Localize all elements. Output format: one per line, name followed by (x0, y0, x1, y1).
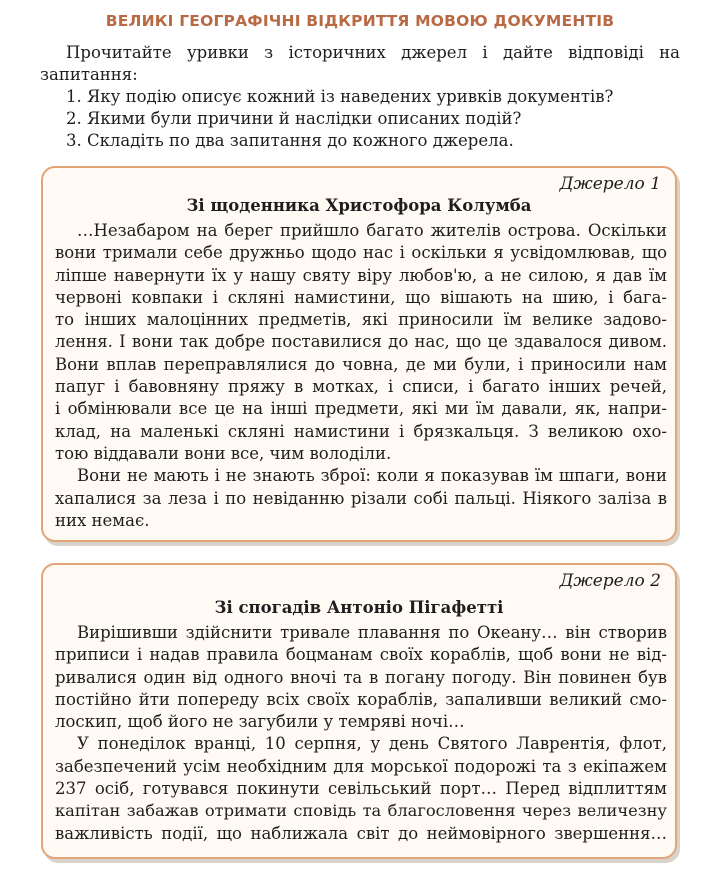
text-line: забезпечений усім необхідним для морської подорожі та з екіпажем (55, 756, 667, 776)
text-line: тою віддавали вони все, чим володіли. (55, 443, 392, 463)
source-box-columbus (41, 166, 677, 542)
text-line: вони тримали себе дружньо щодо нас і оскільки я усвідомлював, що (55, 243, 667, 263)
text-line: ривалися один від одного вночі та в погану погоду. Він повинен був (55, 667, 667, 687)
text-line: і обмінювали все це на інші предмети, які ми їм давали, як, напри- (55, 399, 667, 419)
question-item: 1. Яку подію описує кожний із наведених уривків документів? (66, 87, 614, 106)
text-line: червоні ковпаки і скляні намистини, що вішають на шию, і бага- (55, 287, 667, 307)
text-line: Вирішивши здійснити тривале плавання по Океану… він створив (77, 623, 667, 642)
text-line: хапалися за леза і по невіданню різали собі пальці. Ніякого заліза в (55, 488, 667, 508)
text-line: них немає. (55, 510, 150, 530)
source-title: Зі спогадів Антоніо Пігафетті (214, 598, 504, 617)
question-item: 3. Складіть по два запитання до кожного джерела. (66, 131, 514, 150)
intro-instruction-end: запитання: (40, 65, 138, 84)
text-line: Вони не мають і не знають зброї: коли я показував їм шпаги, вони (77, 466, 667, 486)
text-line: Вони вплав переправлялися до човна, де ми були, і приносили нам (55, 354, 667, 374)
text-line: лення. І вони так добре поставилися до нас, що це здавалося дивом. (55, 332, 667, 352)
text-line: приписи і надав правила боцманам своїх кораблів, щоб вони не від- (55, 645, 667, 665)
source-box-pigafetta (41, 563, 677, 859)
text-line: то інших малоцінних предметів, які приносили їм велике задово- (55, 310, 667, 330)
text-line: лоскип, щоб його не загубили у темряві ночі… (55, 712, 465, 732)
question-item: 2. Якими були причини й наслідки описаних подій? (66, 109, 522, 128)
text-line: У понеділок вранці, 10 серпня, у день Святого Лаврентія, флот, (77, 734, 667, 754)
text-line: капітан забажав отримати сповідь та благословення через величезну (55, 801, 667, 821)
text-line: ліпше навернути їх у нашу святу віру любов'ю, а не силою, я дав їм (55, 265, 667, 285)
source-text (55, 622, 667, 845)
source-label: Джерело 1 (559, 174, 661, 194)
text-line: важливість події, що наближала світ до неймовірного звершення… (55, 823, 667, 843)
intro-block (40, 42, 680, 152)
text-line: папуг і бавовняну пряжу в мотках, і списи, і багато інших речей, (55, 377, 667, 397)
section-heading: ВЕЛИКІ ГЕОГРАФІЧНІ ВІДКРИТТЯ МОВОЮ ДОКУМЕНТІВ (105, 12, 615, 30)
text-line: постійно йти попереду всіх своїх кораблів, запаливши великий смо- (55, 689, 667, 709)
text-line: …Незабаром на берег прийшло багато жителів острова. Оскільки (77, 221, 667, 240)
intro-instruction: Прочитайте уривки з історичних джерел і дайте відповіді на (66, 43, 680, 62)
source-title: Зі щоденника Христофора Колумба (186, 196, 532, 215)
text-line: 237 осіб, готувався покинути севільський порт… Перед відплиттям (55, 779, 667, 799)
source-label: Джерело 2 (559, 571, 661, 591)
source-text (55, 220, 667, 532)
text-line: клад, на маленькі скляні намистини і брязкальця. З великою охо- (55, 421, 667, 441)
